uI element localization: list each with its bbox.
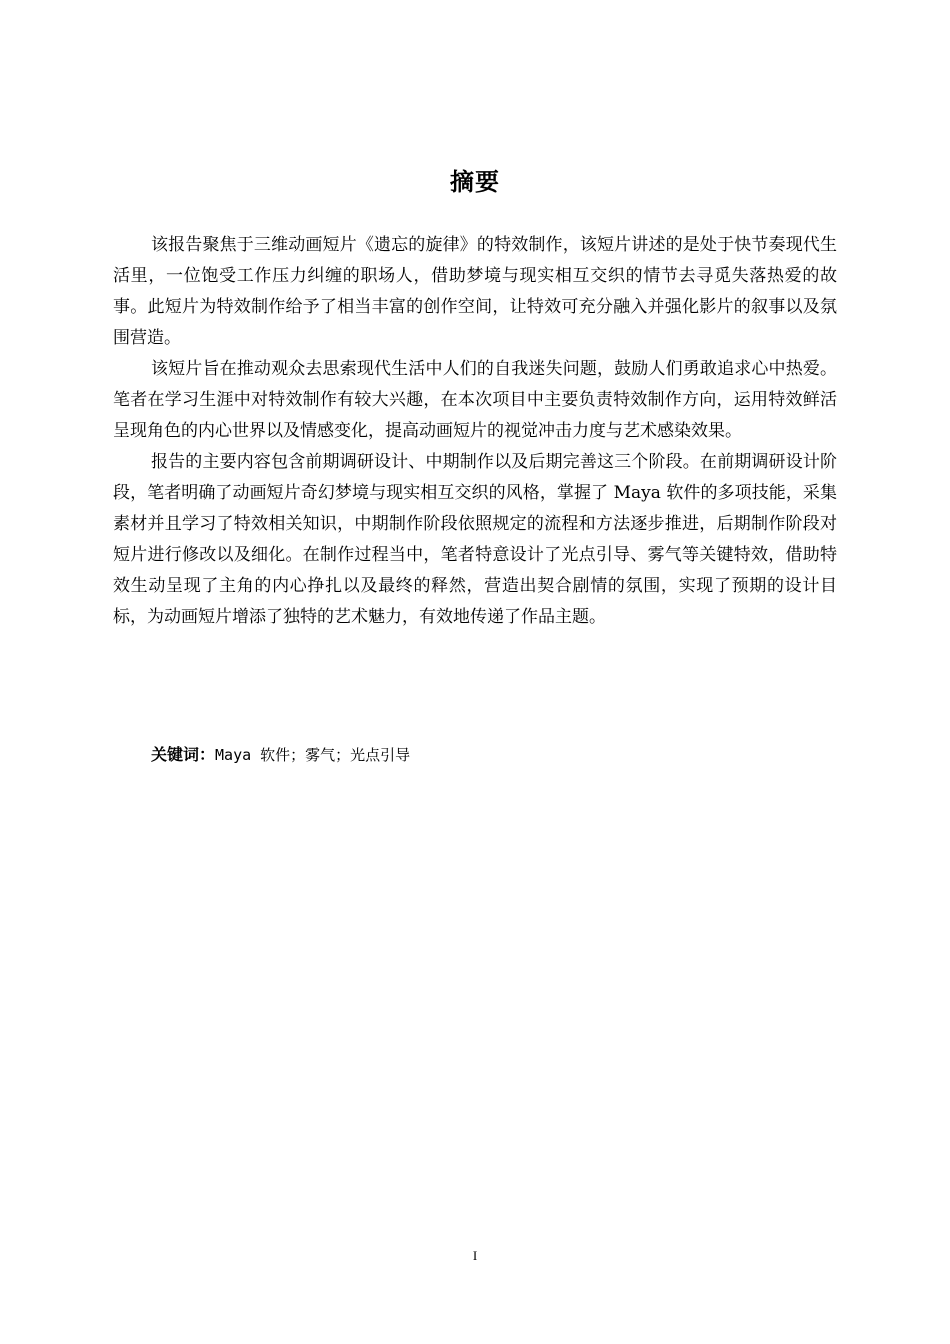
keywords-line: [151, 740, 410, 770]
abstract-title: 摘要: [450, 168, 500, 196]
abstract-paragraph-1: 该报告聚焦于三维动画短片《遗忘的旋律》的特效制作，该短片讲述的是处于快节奏现代生活里，一位饱受工作压力纠缠的职场人，借助梦境与现实相互交织的情节去寻觅失落热爱的故事。此短片为特效制作给予了相当丰富的创作空间，让特效可充分融入并强化影片的叙事以及氛围营造。: [113, 235, 837, 348]
keywords-label: 关键词：: [151, 745, 216, 764]
abstract-body: [113, 230, 837, 633]
abstract-paragraph-2: 该短片旨在推动观众去思索现代生活中人们的自我迷失问题，鼓励人们勇敢追求心中热爱。笔者在学习生涯中对特效制作有较大兴趣，在本次项目中主要负责特效制作方向，运用特效鲜活呈现角色的内心世界以及情感变化，提高动画短片的视觉冲击力度与艺术感染效果。: [113, 359, 837, 441]
abstract-paragraph-3: 报告的主要内容包含前期调研设计、中期制作以及后期完善这三个阶段。在前期调研设计阶段，笔者明确了动画短片奇幻梦境与现实相互交织的风格，掌握了 Maya 软件的多项技能，采集素材并且学习了特效相关知识，中期制作阶段依照规定的流程和方法逐步推进，后期制作阶段对短片进行修改以及细化。在制作过程当中，笔者特意设计了光点引导、雾气等关键特效，借助特效生动呈现了主角的内心挣扎以及最终的释然，营造出契合剧情的氛围，实现了预期的设计目标，为动画短片增添了独特的艺术魅力，有效地传递了作品主题。: [113, 452, 837, 627]
page-number: I: [472, 1248, 478, 1263]
keywords-value: Maya 软件；雾气；光点引导: [215, 746, 411, 764]
